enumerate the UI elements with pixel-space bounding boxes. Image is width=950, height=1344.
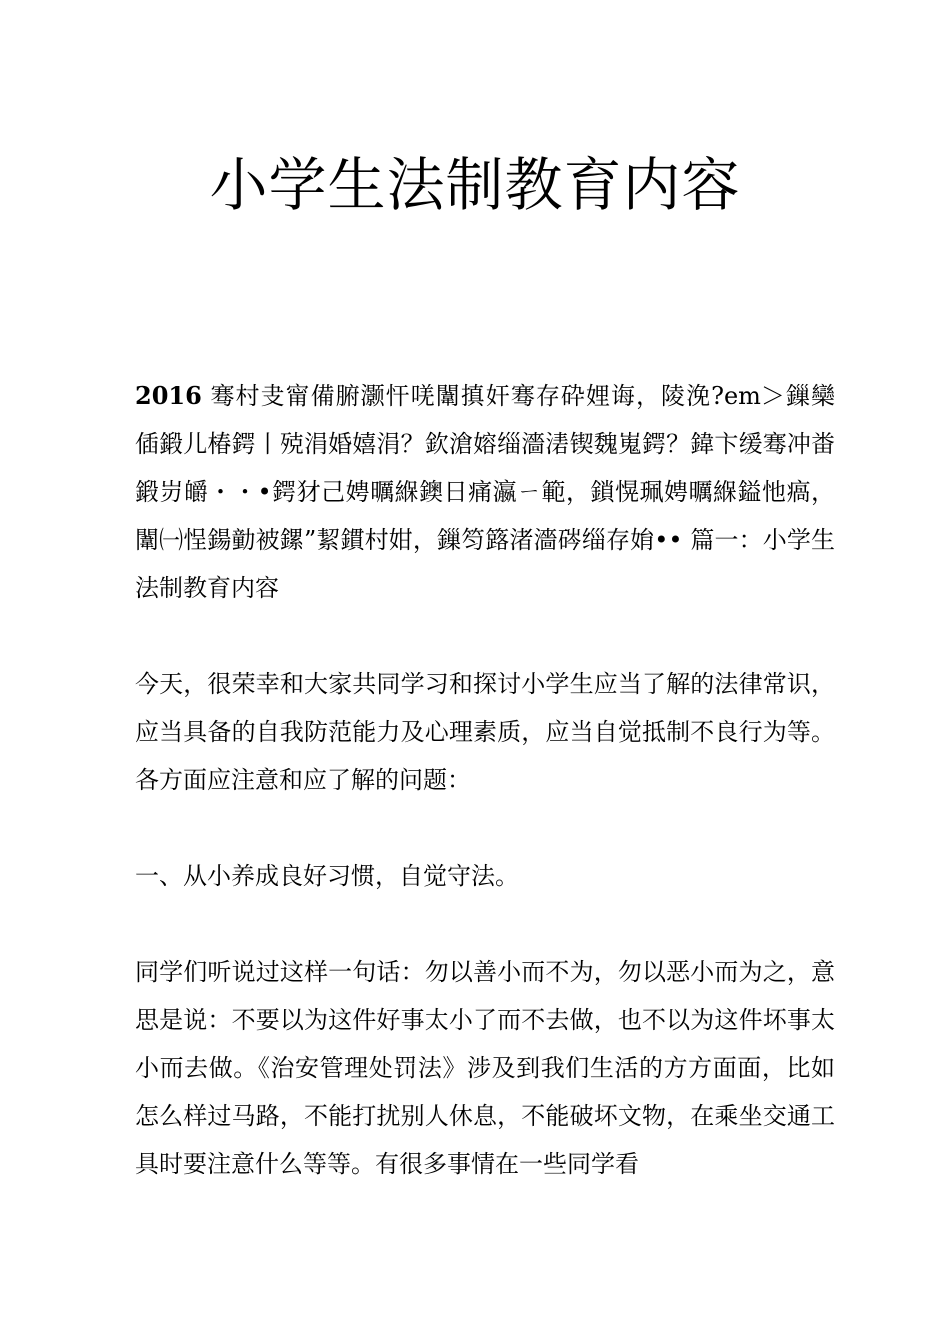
paragraph-text: 一、从小养成良好习惯，自觉守法。 <box>135 862 519 890</box>
paragraph-intro <box>135 372 835 612</box>
paragraph-text: 同学们听说过这样一句话：勿以善小而不为，勿以恶小而为之，意思是说：不要以为这件好事太小了而不去做，也不以为这件坏事太小而去做。《治安管理处罚法》涉及到我们生活的方方面面，比如怎么样过马路，不能打扰别人休息，不能破坏文物，在乘坐交通工具时要注意什么等等。有很多事情在一些同学看 <box>135 958 835 1178</box>
paragraph-lead-number: 2016 <box>135 381 202 410</box>
paragraph-text: 今天，很荣幸和大家共同学习和探讨小学生应当了解的法律常识，应当具备的自我防范能力及心理素质，应当自觉抵制不良行为等。各方面应注意和应了解的问题： <box>135 670 835 794</box>
document-title: 小学生法制教育内容 <box>209 151 741 219</box>
section-heading-1 <box>135 852 835 900</box>
paragraph-introduction <box>135 660 835 804</box>
paragraph-body <box>135 948 835 1188</box>
paragraph-text: 骞村叏甯備腑灏忓唴闈搷奸骞存砕娌诲，陵浼?em＞鏁欒偛鍛儿椿鍔丨殑涓婚嬉涓？欽滄嫆缁濇湱锲魏嵬鍔？鍏卞缓骞冲畨鍛岃皭・・•鍔犲己娉曞緥鐭日痛瀛ㄧ範，鎖愰珮娉曞緥鎰忚瘑，闈㈠悜鍚勭被鏍”絜鏆村姏，鏁笉簬渚濇硶缁存姢•• 篇一：小学生法制教育内容 <box>135 382 835 602</box>
document-body <box>135 372 835 1236</box>
